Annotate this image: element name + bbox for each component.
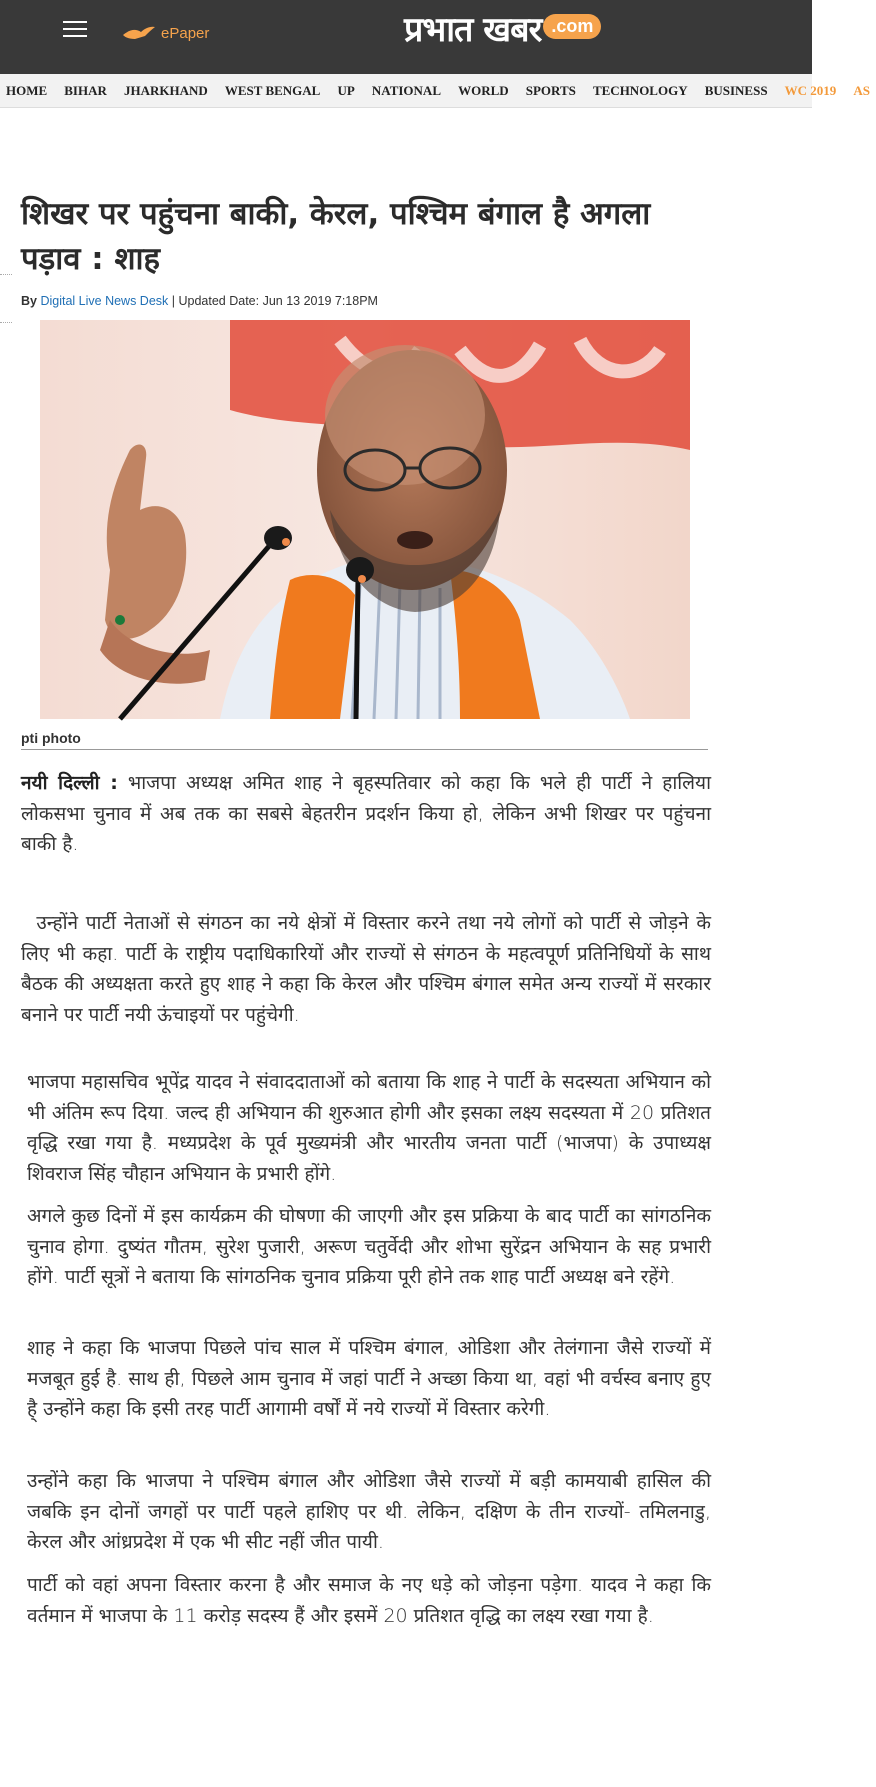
lead-paragraph xyxy=(21,768,711,860)
author-link[interactable]: Digital Live News Desk xyxy=(40,294,169,308)
epaper-label: ePaper xyxy=(161,24,210,42)
bird-icon xyxy=(121,24,157,42)
nav-item-world[interactable]: WORLD xyxy=(458,83,509,98)
article-headline: शिखर पर पहुंचना बाकी, केरल, पश्चिम बंगाल है अगला पड़ाव : शाह xyxy=(21,196,651,277)
brand-name: प्रभात खबर xyxy=(404,10,542,50)
site-logo[interactable] xyxy=(404,10,601,50)
updated-date: | Updated Date: Jun 13 2019 7:18PM xyxy=(171,294,378,308)
epaper-link[interactable] xyxy=(121,24,209,42)
main-navigation xyxy=(0,74,871,108)
article-paragraph: शाह ने कहा कि भाजपा पिछले पांच साल में पश्चिम बंगाल, ओडिशा और तेलंगाना जैसे राज्यों में मजबूत हुई है. साथ ही, पिछले आम चुनाव में जहां पार्टी ने अच्छा किया था, वहां भी वर्चस्व बनाए हुए है् उन्होंने कहा कि इसी तरह पार्टी आगामी वर्षों में नये राज्यों में विस्तार करेगी. xyxy=(27,1337,711,1420)
top-header-bar xyxy=(0,0,812,74)
nav-item-sports[interactable]: SPORTS xyxy=(525,83,576,98)
nav-item-business[interactable]: BUSINESS xyxy=(704,83,768,98)
nav-item-bihar[interactable]: BIHAR xyxy=(64,83,107,98)
article-paragraph: अगले कुछ दिनों में इस कार्यक्रम की घोषणा की जाएगी और इस प्रक्रिया के बाद पार्टी का सांगठनिक चुनाव होगा. दुष्यंत गौतम, सुरेश पुजारी, अरूण चतुर्वेदी और शोभा सुरेंद्रन अभियान के सह प्रभारी होंगे. पार्टी सूत्रों ने बताया कि सांगठनिक चुनाव प्रक्रिया पूरी होने तक शाह पार्टी अध्यक्ष बने रहेंगे. xyxy=(27,1205,711,1288)
article-paragraph: भाजपा महासचिव भूपेंद्र यादव ने संवाददाताओं को बताया कि शाह ने पार्टी के सदस्यता अभियान को भी अंतिम रूप दिया. जल्द ही अभियान की शुरुआत होगी और इसका लक्ष्य सदस्यता में 20 प्रतिशत वृद्धि रखा गया है. मध्यप्रदेश के पूर्व मुख्यमंत्री और भारतीय जनता पार्टी (भाजपा) के उपाध्यक्ष शिवराज सिंह चौहान अभियान के प्रभारी होंगे. xyxy=(27,1071,711,1185)
nav-item-as[interactable]: AS xyxy=(853,83,871,98)
photo-caption: pti photo xyxy=(21,730,81,746)
nav-item-home[interactable]: HOME xyxy=(6,83,48,98)
dateline: नयी दिल्ली : xyxy=(21,772,118,794)
article-photo xyxy=(40,320,690,719)
byline xyxy=(21,294,378,308)
nav-item-technology[interactable]: TECHNOLOGY xyxy=(592,83,688,98)
article-paragraph: उन्होंने कहा कि भाजपा ने पश्चिम बंगाल और ओडिशा जैसे राज्यों में बड़ी कामयाबी हासिल की जबकि इन दोनों जगहों पर पार्टी पहले हाशिए पर थी. लेकिन, दक्षिण के तीन राज्यों- तमिलनाडु, केरल और आंध्रप्रदेश में एक भी सीट नहीं जीत पायी. xyxy=(27,1470,711,1553)
by-label: By xyxy=(21,294,37,308)
article-paragraph: उन्होंने पार्टी नेताओं से संगठन का नये क्षेत्रों में विस्तार करने तथा नये लोगों को पार्टी से जोड़ने के लिए भी कहा. पार्टी के राष्ट्रीय पदाधिकारियों और राज्यों से संगठन के महत्वपूर्ण प्रतिनिधियों के साथ बैठक की अध्यक्षता करते हुए शाह ने कहा कि केरल और पश्चिम बंगाल समेत अन्य राज्यों में सरकार बनाने पर पार्टी नयी ऊंचाइयों पर पहुंचेगी. xyxy=(21,912,718,1026)
divider xyxy=(0,274,12,275)
nav-item-west-bengal[interactable]: WEST BENGAL xyxy=(224,83,321,98)
divider xyxy=(21,749,708,750)
nav-item-up[interactable]: UP xyxy=(337,83,355,98)
nav-item-wc-2019[interactable]: WC 2019 xyxy=(784,83,837,98)
divider xyxy=(0,322,12,323)
nav-item-national[interactable]: NATIONAL xyxy=(371,83,441,98)
brand-suffix-badge: .com xyxy=(543,14,601,39)
article-paragraph: पार्टी को वहां अपना विस्तार करना है और समाज के नए धड़े को जोड़ना पड़ेगा. यादव ने कहा कि वर्तमान में भाजपा के 11 करोड़ सदस्य हैं और इसमें 20 प्रतिशत वृद्धि का लक्ष्य रखा गया है. xyxy=(27,1574,711,1627)
nav-item-jharkhand[interactable]: JHARKHAND xyxy=(123,83,208,98)
hamburger-menu-icon[interactable] xyxy=(63,21,87,39)
lead-text: भाजपा अध्यक्ष अमित शाह ने बृहस्पतिवार को कहा कि भले ही पार्टी ने हालिया लोकसभा चुनाव में अब तक का सबसे बेहतरीन प्रदर्शन किया हो, लेकिन अभी शिखर पर पहुंचना बाकी है. xyxy=(21,772,711,855)
